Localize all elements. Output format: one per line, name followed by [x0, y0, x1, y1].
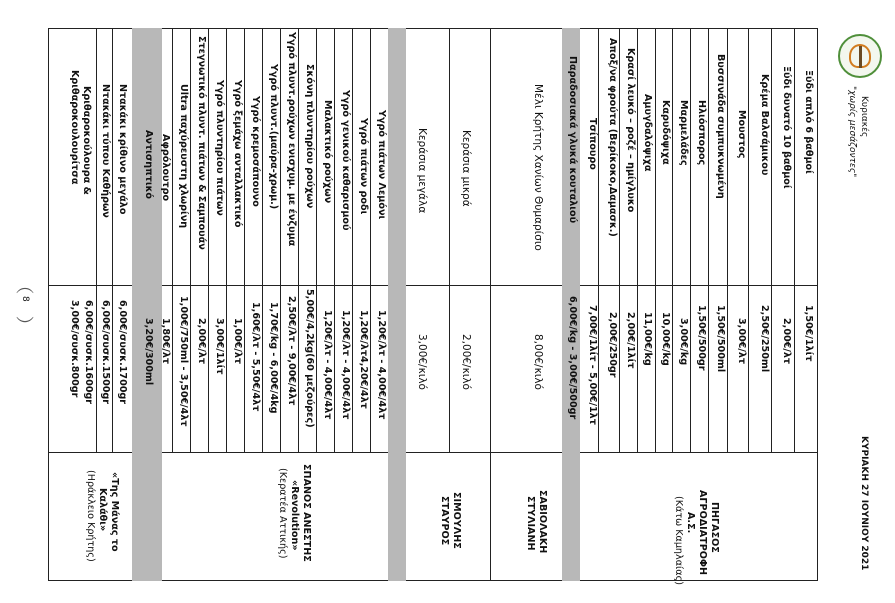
item-price: 8,00€/κιλό: [532, 334, 544, 390]
item-price: 3,00€/συσκ.800gr: [69, 300, 80, 398]
item-name: Ντακάκι τύπου Καθήρων: [100, 84, 111, 218]
item-price: 3,00€/λτ: [736, 318, 747, 365]
producer-location: (Κάτω Καμηλαίας): [673, 496, 684, 585]
item-name: Υγρό πλυντ.ρούχων ενισχυμ. με ένζυμα: [286, 32, 297, 247]
item-price: 7,00€/1λίτ - 5,00€/1λτ: [587, 305, 598, 425]
producer-name: «Της Μάνας το: [109, 472, 120, 552]
item-name: Κεράσια μεγάλα: [416, 128, 428, 214]
item-price: 2,50€/λτ - 9,00€/4λτ: [286, 296, 297, 406]
item-price: 3,00€/1λίτ: [214, 318, 225, 375]
item-price: 3,00€/κιλό: [416, 334, 428, 390]
producer-name: ΑΓΡΟΔΙΑΤΡΟΦΗ: [697, 490, 708, 576]
item-name: Μουστος: [736, 110, 747, 159]
item-name: Κρασί λευκό – ροζέ – ημίγλυκο: [625, 48, 636, 213]
item-name: Υγρό πιάτων Λεμόνι: [376, 110, 387, 220]
item-price: 1,00€/750ml - 3,50€/4λτ: [178, 296, 189, 427]
table-border-left: [48, 28, 49, 581]
item-name: Ντακάκι κρίθινο μεγάλο: [117, 84, 128, 215]
group-divider-honey: [490, 28, 491, 581]
item-name: Κριθαροκουλουρίτσα: [69, 70, 80, 185]
item-price: 1,50€/500gr: [696, 305, 707, 371]
item-price: 2,00€/κιλό: [460, 334, 472, 390]
item-price: 1,20€/λτ4,20€/4λτ: [358, 310, 369, 409]
item-name: Μέλι Κρήτης Χανίων Θυμαρίσιο: [532, 84, 544, 251]
producer-location: (Κερατέα Αττικής): [277, 468, 288, 559]
producer-name: ΣΠΑΝΟΣ ΑΝΕΣΤΗΣ: [301, 464, 312, 562]
producer-location: (Ηράκλειο Κρήτης): [85, 470, 96, 562]
table-border-top: [48, 28, 818, 29]
item-name: Βυσσινάδα συμπυκνωμένη: [715, 54, 726, 199]
item-price: 2,00€/λτ: [781, 318, 792, 365]
producer-name: ΣΑΒΙΟΛΑΚΗ: [537, 490, 548, 554]
item-price: 3,00€/kg: [678, 318, 689, 366]
org-name-line1: Κυριακές: [859, 96, 869, 138]
item-name: Σκόνη πλυντηρίου ρούχων: [304, 64, 315, 209]
separator-band-3: [132, 28, 162, 581]
item-name: Κριθαροκούλουρα &: [81, 86, 92, 195]
item-name: Αποξ/να φρούτα (Βερίκοκο,Δαμασκ.): [607, 38, 618, 237]
page-number: 8: [20, 296, 30, 302]
item-name: Αντισηπτικό: [143, 130, 154, 199]
item-price: 6,00€/συσκ.1600gr: [83, 300, 94, 405]
item-price: 1,20€/λτ - 4,00€/4λτ: [322, 310, 333, 420]
producer-name: Καλάθι»: [97, 488, 108, 532]
item-name: Μαλακτικό ρούχων: [322, 100, 333, 204]
item-name: Ηλιόσπορος: [696, 100, 707, 166]
item-name: Κεράσια μικρά: [460, 130, 472, 207]
item-name: Υγρό ξεμάχω ανταλλακτικό: [232, 80, 243, 228]
org-name-line2: "χωρίς μεσάζοντες": [847, 86, 857, 178]
column-divider-2: [48, 452, 818, 453]
item-price: 2,50€/250ml: [759, 305, 770, 373]
item-price: 10,00€/kg: [660, 312, 671, 366]
item-price: 5,00€/4,2kg(60 μεζούρες): [304, 289, 315, 428]
page-number-brace-top: ︵: [16, 276, 34, 297]
item-price: 1,20€/λτ - 4,00€/4λτ: [376, 310, 387, 420]
table-border-bottom: [48, 580, 818, 581]
item-price: 1,50€/500ml: [715, 305, 726, 373]
item-name: Ξύδι δυνατό 10 βαθμοί: [781, 66, 792, 189]
producer-logo: [838, 34, 882, 78]
producer-name: ΠΗΓΑΣΟΣ: [709, 502, 720, 553]
item-name: Ultra παχύρευστη χλωρίνη: [178, 84, 189, 229]
item-price: 1,50€/1λίτ: [803, 305, 814, 362]
item-name: Κρέμα Βαλσάμικου: [759, 74, 770, 176]
item-name: Υγρό πλυντηρίου πιάτων: [214, 80, 225, 216]
table-border-right: [817, 28, 818, 581]
producer-name: Α.Σ.: [685, 512, 696, 534]
item-name: Στεγνωτικό πλυντ. πιάτων & Σαμπουάν: [196, 36, 207, 250]
item-name: Μαρμελάδες: [678, 100, 689, 166]
item-price: 1,00€/λτ: [232, 318, 243, 365]
item-price: 2,00€/λτ: [196, 318, 207, 365]
producer-name: ΣΙΜΟΥΛΗΣ: [451, 492, 462, 549]
item-price: 2,00€/250gr: [607, 312, 618, 378]
item-name: Αμυγδαλόψιχα: [642, 94, 653, 172]
producer-name: ΣΤΑΥΡΟΣ: [439, 496, 450, 546]
item-price: 1,80€/λτ: [160, 318, 171, 365]
item-name: Παραδοσιακά γλυκά κουταλιού: [567, 56, 578, 224]
separator-band-2: [388, 28, 406, 581]
item-name: Καρυδόψιχα: [660, 100, 671, 165]
page-number-brace-bottom: ︶: [16, 316, 34, 337]
item-name: Τσίπουρο: [587, 118, 598, 170]
item-name: Υγρό πλυντ.(μαύρα-χρωμ.): [268, 64, 279, 210]
item-price: 6,00€/kg - 3,00€/500gr: [567, 296, 578, 420]
item-price: 3,20€/300ml: [143, 318, 154, 386]
item-name: Υγρό πιάτων ροδι: [358, 118, 369, 215]
item-name: Υγρό γενικού καθαρισμού: [340, 90, 351, 231]
item-price: 6,00€/συσκ.1500gr: [100, 300, 111, 405]
item-price: 6,00€/συσκ.1700gr: [117, 300, 128, 405]
item-price: 2,00€/1λίτ: [625, 312, 636, 369]
item-price: 11,00€/kg: [642, 312, 653, 366]
document-date: ΚΥΡΙΑΚΗ 27 ΙΟΥΝΙΟΥ 2021: [859, 436, 869, 571]
item-price: 1,70€/kg - 6,00€/4kg: [268, 302, 279, 414]
item-name: Υγρό κρεμοσάπουνο: [250, 96, 261, 207]
item-price: 1,60€/λτ - 5,50€/4λτ: [250, 302, 261, 412]
column-divider-1: [48, 285, 818, 286]
producer-name: «Revolution»: [289, 480, 300, 551]
producer-name: ΣΤΥΛΙΑΝΗ: [525, 496, 536, 551]
item-name: Αφρόλουτρο: [160, 134, 171, 202]
item-name: Ξύδι απλό 6 βαθμοί: [803, 70, 814, 174]
item-price: 1,20€/λτ - 4,00€/4λτ: [340, 310, 351, 420]
